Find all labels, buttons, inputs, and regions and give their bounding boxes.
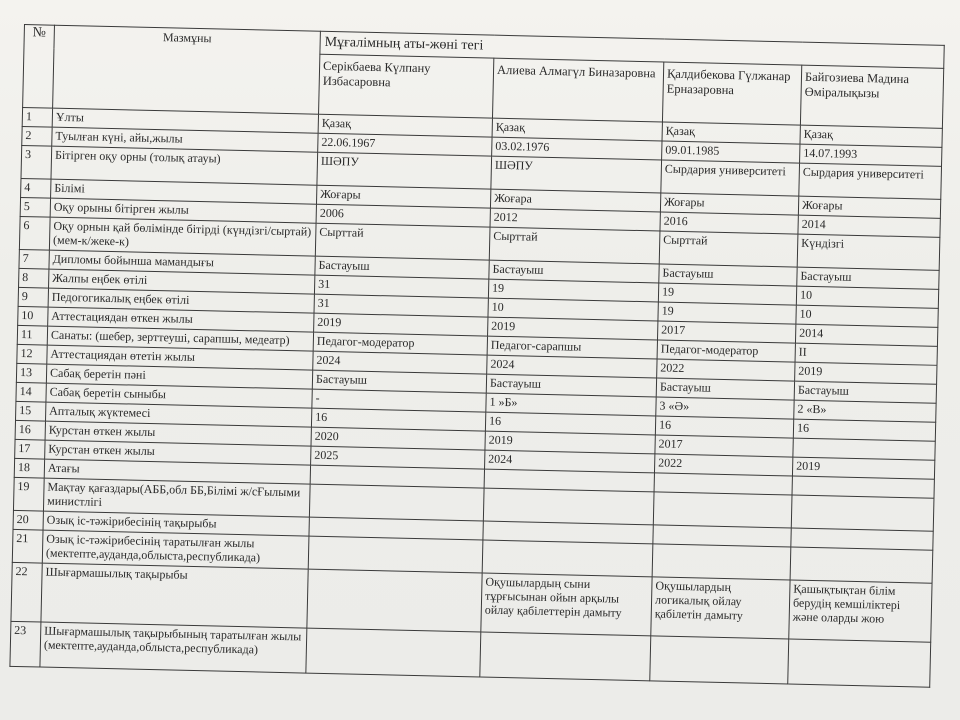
row-value-teacher-3: 2017 bbox=[655, 435, 793, 457]
row-number: 13 bbox=[16, 363, 46, 383]
row-value-teacher-1 bbox=[308, 536, 483, 573]
row-value-teacher-4: 2 «В» bbox=[794, 400, 936, 422]
row-value-teacher-2: 19 bbox=[488, 279, 658, 302]
row-value-teacher-1: 2006 bbox=[316, 204, 490, 227]
row-label: Дипломы бойынша мамандығы bbox=[49, 250, 315, 275]
row-label: Озық іс-тәжірибесінің таратылған жылы (мектепте,ауданда,облыста,республикада) bbox=[42, 530, 309, 569]
row-value-teacher-1: Қазақ bbox=[318, 114, 492, 137]
row-number: 21 bbox=[12, 529, 43, 563]
row-label: Сабақ беретін сыныбы bbox=[46, 383, 312, 408]
row-value-teacher-2: 2024 bbox=[485, 450, 655, 473]
row-label: Аттестациядан өткен жылы bbox=[48, 307, 314, 332]
row-value-teacher-3: Қазақ bbox=[662, 122, 800, 144]
row-value-teacher-4: Қазақ bbox=[800, 125, 942, 147]
row-value-teacher-1: 2019 bbox=[314, 313, 488, 336]
row-value-teacher-4 bbox=[788, 639, 931, 687]
row-value-teacher-2: Бастауыш bbox=[486, 374, 656, 397]
row-value-teacher-4: Бастауыш bbox=[794, 381, 936, 403]
row-value-teacher-1: 2025 bbox=[311, 446, 485, 469]
row-value-teacher-1: 16 bbox=[311, 408, 485, 431]
row-value-teacher-4: 2014 bbox=[795, 324, 937, 346]
row-value-teacher-3: 09.01.1985 bbox=[662, 141, 800, 163]
row-value-teacher-4: 2014 bbox=[798, 215, 940, 237]
header-title: Мұғалімның аты-жөні тегі bbox=[320, 31, 944, 68]
row-number: 1 bbox=[22, 107, 52, 127]
row-value-teacher-3: Сырдария университеті bbox=[661, 160, 800, 196]
row-value-teacher-3: Бастауыш bbox=[659, 264, 797, 286]
row-value-teacher-4: Бастауыш bbox=[797, 267, 939, 289]
teacher-info-sheet bbox=[9, 24, 943, 688]
row-number: 2 bbox=[22, 126, 52, 146]
row-label: Оқу орнын қай бөлімінде бітірді (күндізгі/сыртай)(мем-к/жеке-к) bbox=[49, 217, 316, 256]
row-value-teacher-2: Жоғара bbox=[490, 189, 660, 212]
row-label: Сабақ беретін пәні bbox=[46, 364, 312, 389]
header-num: № bbox=[23, 25, 55, 109]
row-value-teacher-2: 2019 bbox=[488, 317, 658, 340]
row-value-teacher-1: Бастауыш bbox=[315, 256, 489, 279]
row-value-teacher-4: Сырдария университеті bbox=[799, 163, 942, 199]
header-content: Мазмұны bbox=[53, 25, 321, 114]
row-label: Шығармашылық тақырыбының таратылған жылы (мектепте,ауданда,облыста,республикада) bbox=[40, 622, 307, 673]
row-number: 4 bbox=[21, 178, 51, 198]
row-value-teacher-2: ШӘПУ bbox=[491, 156, 662, 193]
row-number: 5 bbox=[20, 197, 50, 217]
row-value-teacher-3 bbox=[652, 544, 791, 580]
row-label: Курстан өткен жылы bbox=[45, 440, 311, 465]
row-number: 12 bbox=[17, 344, 47, 364]
row-value-teacher-2: 2019 bbox=[485, 431, 655, 454]
row-value-teacher-3: 16 bbox=[655, 416, 793, 438]
teacher-name-2: Алиева Алмагүл Биназаровна bbox=[492, 58, 663, 122]
row-value-teacher-4: 14.07.1993 bbox=[800, 144, 942, 166]
teacher-name-3: Қалдибекова Гүлжанар Ерназаровна bbox=[662, 62, 801, 125]
row-value-teacher-1 bbox=[309, 484, 484, 521]
row-label: Оқу орыны бітірген жылы bbox=[50, 198, 316, 223]
row-value-teacher-1: Жоғары bbox=[316, 185, 490, 208]
row-number: 20 bbox=[13, 510, 43, 530]
row-value-teacher-4: Күндізгі bbox=[797, 234, 940, 270]
row-value-teacher-1: Сырттай bbox=[315, 223, 490, 260]
row-value-teacher-2: 2012 bbox=[490, 208, 660, 231]
row-value-teacher-2 bbox=[483, 488, 654, 525]
teacher-name-4: Байгозиева Мадина Өміралықызы bbox=[800, 65, 943, 128]
row-label: Озық іс-тәжірибесінің тақырыбы bbox=[43, 511, 309, 536]
row-label: Туылған күні, айы,жылы bbox=[52, 127, 318, 152]
row-value-teacher-2: Оқушылардың сыни тұрғысынан ойын арқылы ойлау қабілеттерін дамыту bbox=[481, 573, 652, 636]
row-label: Аттестациядан өтетін жылы bbox=[47, 345, 313, 370]
row-value-teacher-2 bbox=[482, 540, 653, 577]
row-value-teacher-3: 2016 bbox=[660, 212, 798, 234]
row-value-teacher-1: 2020 bbox=[311, 427, 485, 450]
row-value-teacher-3: Педагог-модератор bbox=[657, 340, 795, 362]
row-label: Курстан өткен жылы bbox=[45, 421, 311, 446]
row-value-teacher-2: 10 bbox=[488, 298, 658, 321]
row-value-teacher-2: 2024 bbox=[487, 355, 657, 378]
row-value-teacher-2: Бастауыш bbox=[489, 260, 659, 283]
row-value-teacher-3: Оқушылардың логикалық ойлау қабілетін дамыту bbox=[651, 577, 790, 639]
row-number: 11 bbox=[17, 325, 47, 345]
row-value-teacher-4 bbox=[790, 547, 933, 583]
row-value-teacher-3: 2022 bbox=[657, 359, 795, 381]
row-value-teacher-1: - bbox=[312, 389, 486, 412]
row-value-teacher-2: 1 »Б» bbox=[486, 393, 656, 416]
row-value-teacher-2: 16 bbox=[485, 412, 655, 435]
row-number: 17 bbox=[15, 439, 45, 459]
row-number: 15 bbox=[16, 401, 46, 421]
row-value-teacher-2: Педагог-сарапшы bbox=[487, 336, 657, 359]
row-value-teacher-1: 2024 bbox=[313, 351, 487, 374]
row-number: 16 bbox=[15, 420, 45, 440]
row-value-teacher-4: 10 bbox=[796, 286, 938, 308]
row-number: 6 bbox=[19, 216, 50, 250]
row-value-teacher-3: 2017 bbox=[657, 321, 795, 343]
row-label: Апталық жүктемесі bbox=[45, 402, 311, 427]
row-value-teacher-4: Қашықтықтан білім берудің кемшіліктері және оларды жою bbox=[789, 580, 932, 642]
row-value-teacher-1: Бастауыш bbox=[312, 370, 486, 393]
row-number: 9 bbox=[18, 287, 48, 307]
row-value-teacher-3: Бастауыш bbox=[656, 378, 794, 400]
row-label: Педогогикалық еңбек өтілі bbox=[48, 288, 314, 313]
row-value-teacher-1 bbox=[306, 628, 481, 677]
row-value-teacher-1 bbox=[307, 569, 482, 632]
teacher-info-table bbox=[9, 24, 944, 688]
row-number: 19 bbox=[13, 477, 44, 511]
row-value-teacher-3: 3 «Ә» bbox=[656, 397, 794, 419]
row-value-teacher-2: Қазақ bbox=[492, 118, 662, 141]
row-value-teacher-1: 22.06.1967 bbox=[318, 133, 492, 156]
row-value-teacher-4: II bbox=[795, 343, 937, 365]
row-value-teacher-3: 19 bbox=[658, 283, 796, 305]
row-value-teacher-1: Педагог-модератор bbox=[313, 332, 487, 355]
row-value-teacher-2: 03.02.1976 bbox=[492, 137, 662, 160]
row-label: Ұлты bbox=[52, 108, 318, 133]
row-value-teacher-4: Жоғары bbox=[798, 196, 940, 218]
row-value-teacher-4: 2019 bbox=[795, 362, 937, 384]
row-value-teacher-1: ШӘПУ bbox=[317, 152, 492, 189]
row-value-teacher-4: 2019 bbox=[792, 457, 934, 479]
row-value-teacher-3 bbox=[650, 636, 789, 684]
row-value-teacher-3: 19 bbox=[658, 302, 796, 324]
row-number: 14 bbox=[16, 382, 46, 402]
row-label: Мақтау қағаздары(АББ,обл ББ,Білімі ж/сҒылыми министлігі bbox=[43, 478, 310, 517]
row-number: 7 bbox=[19, 249, 49, 269]
table-body bbox=[10, 107, 942, 687]
row-label: Бітірген оқу орны (толық атауы) bbox=[51, 146, 318, 185]
row-value-teacher-3: 2022 bbox=[654, 454, 792, 476]
row-label: Жалпы еңбек өтілі bbox=[49, 269, 315, 294]
teacher-name-1: Серікбаева Күлпану Избасаровна bbox=[319, 54, 494, 118]
row-label: Санаты: (шебер, зерттеуші, сарапшы, медеатр) bbox=[47, 326, 313, 351]
row-number: 18 bbox=[14, 458, 44, 478]
row-value-teacher-2: Сырттай bbox=[489, 227, 660, 264]
row-number: 3 bbox=[21, 145, 52, 179]
row-value-teacher-3: Сырттай bbox=[659, 231, 798, 267]
row-value-teacher-3: Жоғары bbox=[660, 193, 798, 215]
row-value-teacher-4: 10 bbox=[796, 305, 938, 327]
row-label: Шығармашылық тақырыбы bbox=[41, 563, 308, 628]
row-value-teacher-1: 31 bbox=[314, 294, 488, 317]
row-value-teacher-1: 31 bbox=[314, 275, 488, 298]
row-number: 22 bbox=[11, 562, 42, 622]
row-label: Атағы bbox=[44, 459, 310, 484]
row-number: 10 bbox=[18, 306, 48, 326]
row-value-teacher-3 bbox=[653, 492, 792, 528]
row-label: Білімі bbox=[51, 179, 317, 204]
row-value-teacher-2 bbox=[480, 632, 651, 681]
row-value-teacher-4: 16 bbox=[793, 419, 935, 441]
row-value-teacher-4 bbox=[791, 495, 934, 531]
row-number: 8 bbox=[19, 268, 49, 288]
row-number: 23 bbox=[10, 621, 41, 667]
